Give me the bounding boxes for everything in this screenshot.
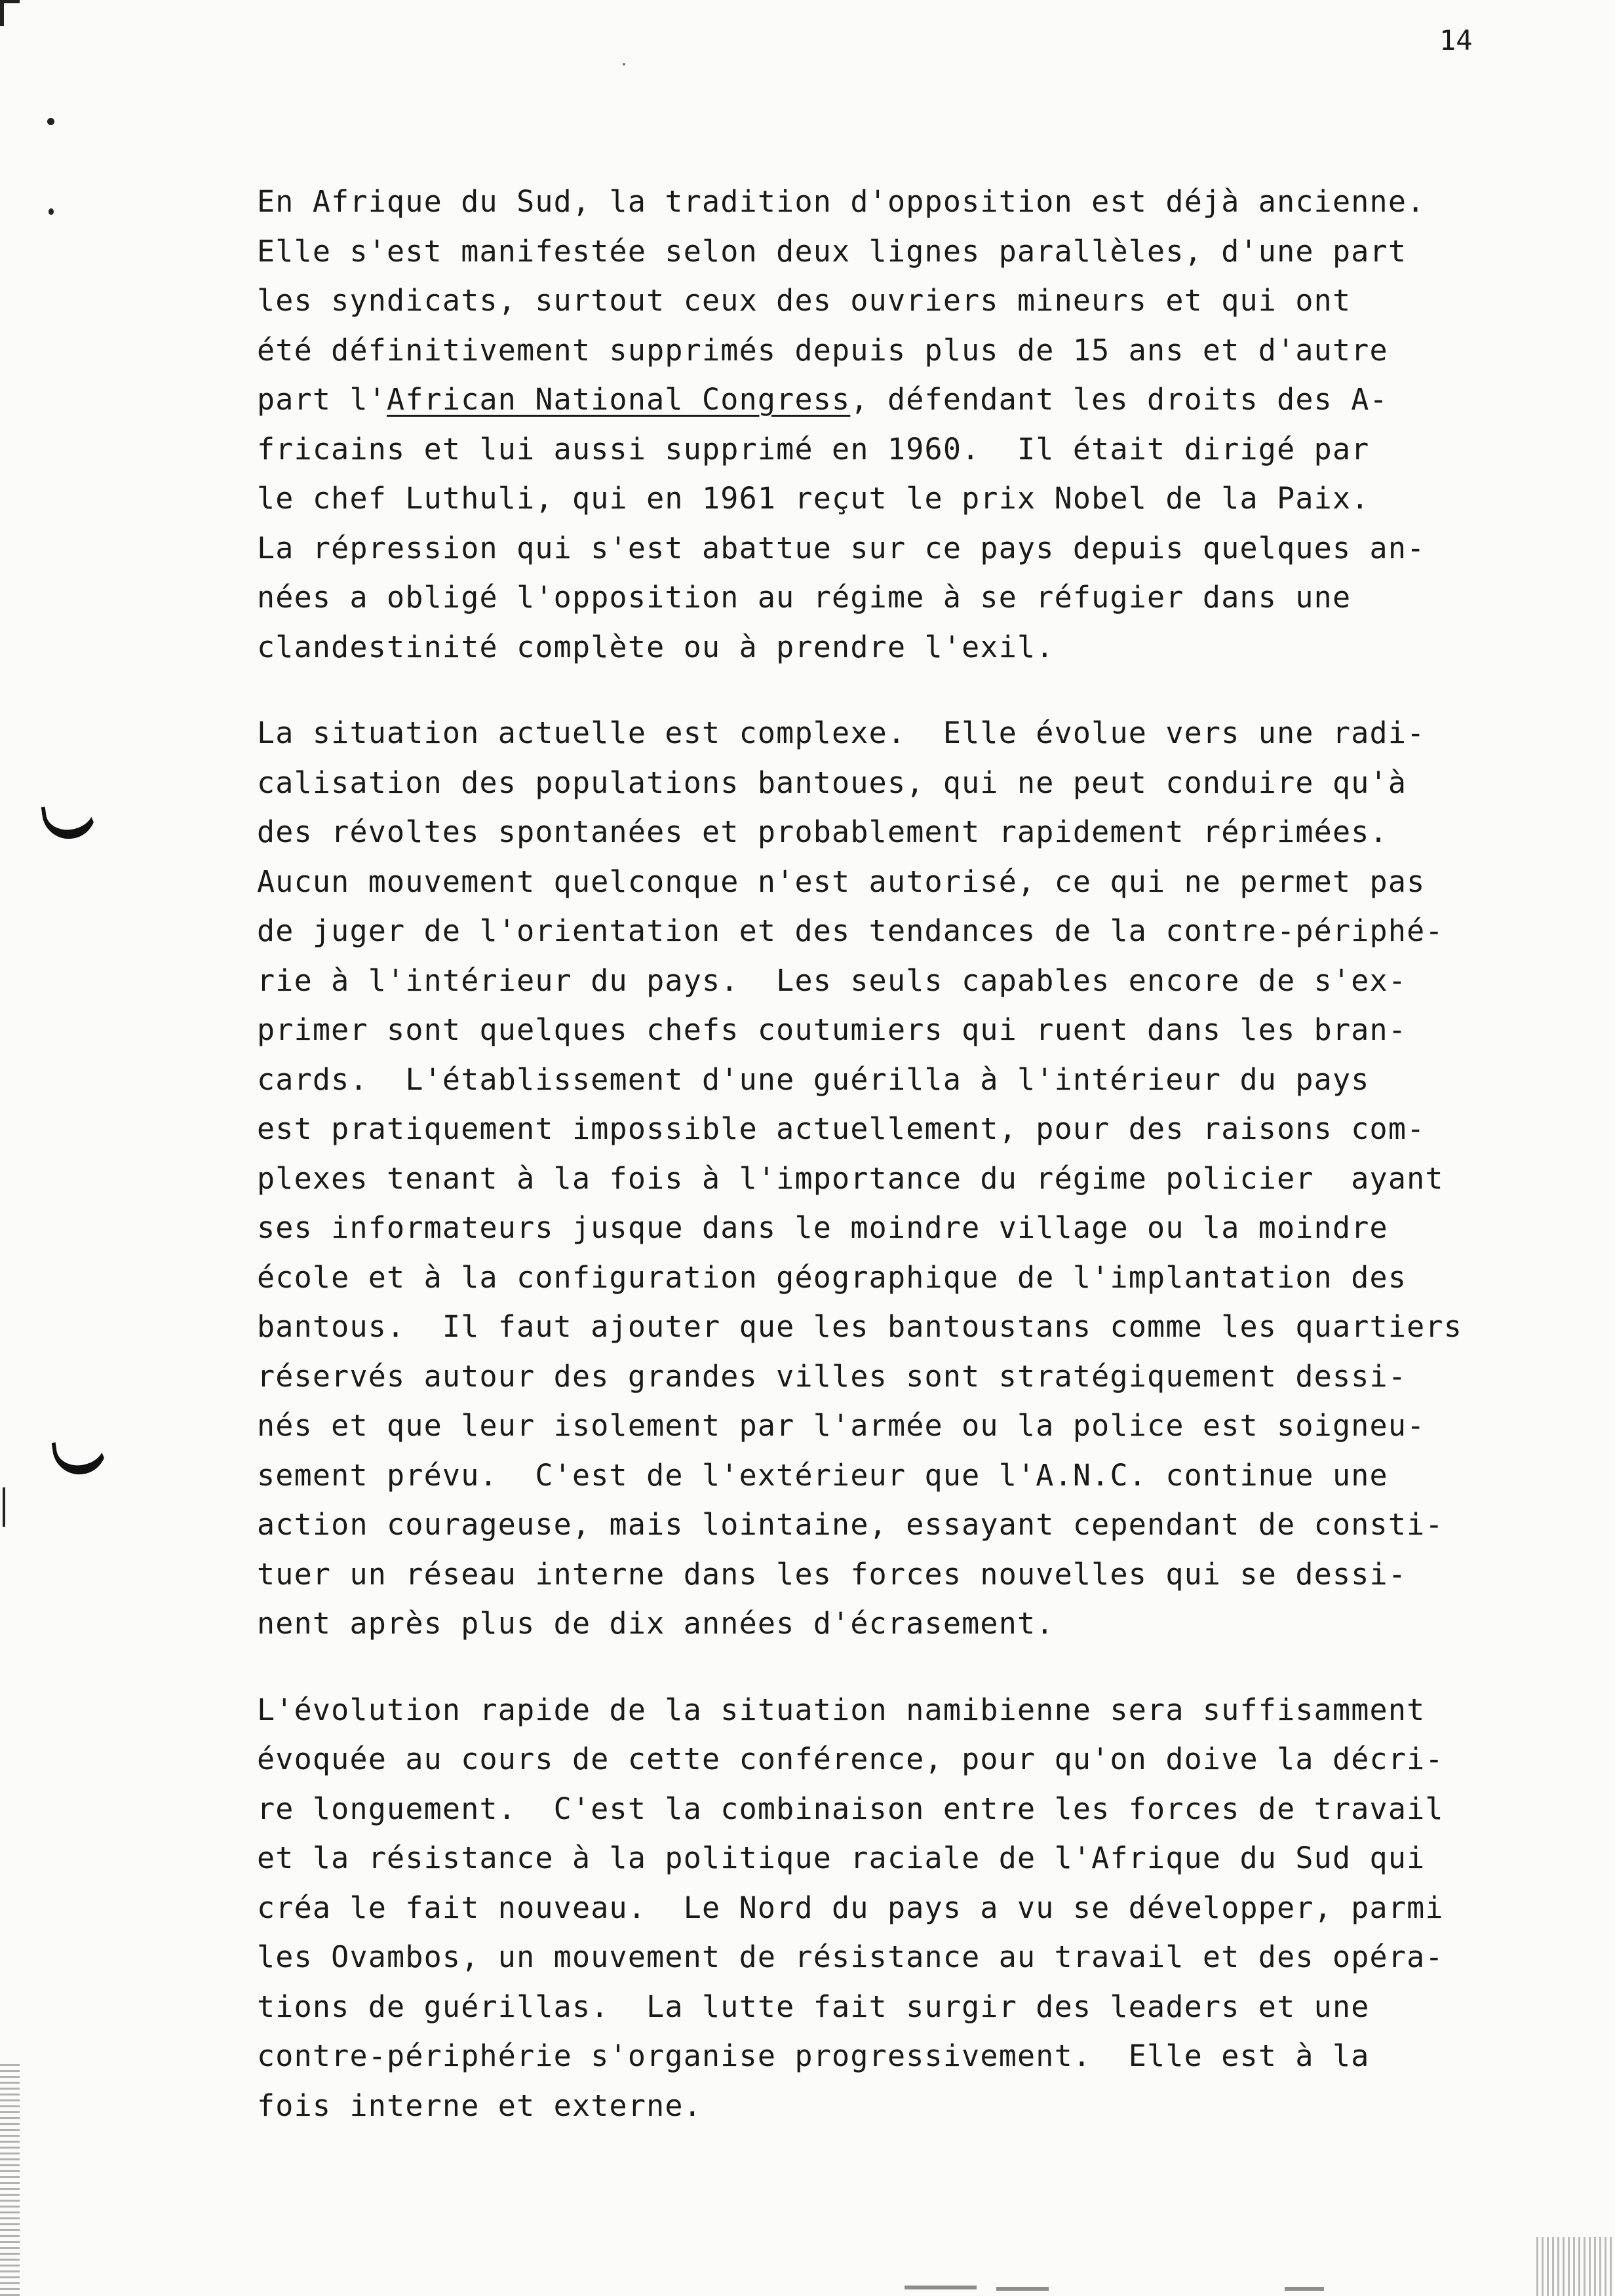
punch-hole-mark — [41, 800, 100, 843]
text-line: ses informateurs jusque dans le moindre village ou la moindre — [257, 1210, 1388, 1245]
text-line: calisation des populations bantoues, qui ne peut conduire qu'à — [257, 765, 1407, 800]
text-line: Aucun mouvement quelconque n'est autorisé, ce qui ne permet pas — [257, 864, 1426, 899]
text-line: Elle s'est manifestée selon deux lignes parallèles, d'une part — [257, 233, 1407, 269]
text-line: La répression qui s'est abattue sur ce pays depuis quelques an- — [257, 530, 1426, 565]
text-line: tions de guérillas. La lutte fait surgir des leaders et une — [257, 1989, 1370, 2024]
paragraph-south-africa — [257, 177, 1561, 672]
text-line: nées a obligé l'opposition au régime à se réfugier dans une — [257, 580, 1352, 615]
text-line: de juger de l'orientation et des tendances de la contre-périphé- — [257, 913, 1444, 948]
text-line: contre-périphérie s'organise progressivement. Elle est à la — [257, 2038, 1370, 2073]
text-line: est pratiquement impossible actuellement, pour des raisons com- — [257, 1111, 1426, 1146]
text-line: des révoltes spontanées et probablement rapidement réprimées. — [257, 814, 1388, 849]
text-line — [257, 375, 1561, 425]
punch-hole-mark — [52, 1436, 110, 1478]
text-line: bantous. Il faut ajouter que les bantoustans comme les quartiers — [257, 1309, 1462, 1344]
text-line: re longuement. C'est la combinaison entre les forces de travail — [257, 1791, 1444, 1826]
text-segment: part l' — [257, 382, 387, 417]
page-corner-mark — [0, 0, 20, 3]
text-line: rie à l'intérieur du pays. Les seuls capables encore de s'ex- — [257, 963, 1407, 998]
text-line: école et à la configuration géographique de l'implantation des — [257, 1259, 1407, 1295]
text-line: action courageuse, mais lointaine, essayant cependant de consti- — [257, 1507, 1444, 1542]
text-line: évoquée au cours de cette conférence, pour qu'on doive la décri- — [257, 1742, 1444, 1776]
text-line: le chef Luthuli, qui en 1961 reçut le prix Nobel de la Paix. — [257, 481, 1370, 516]
text-line: nent après plus de dix années d'écrasement. — [257, 1606, 1055, 1641]
text-line: réservés autour des grandes villes sont stratégiquement dessi- — [257, 1358, 1407, 1394]
scan-speck — [623, 63, 625, 66]
text-line: sement prévu. C'est de l'extérieur que l'A.N.C. continue une — [257, 1457, 1388, 1493]
text-line: nés et que leur isolement par l'armée ou la police est soigneu- — [257, 1408, 1426, 1443]
text-segment: , défendant les droits des A- — [850, 382, 1388, 417]
text-line: L'évolution rapide de la situation namibienne sera suffisamment — [257, 1692, 1426, 1727]
paragraph-current-situation — [257, 708, 1561, 1649]
text-line: les syndicats, surtout ceux des ouvriers mineurs et qui ont — [257, 283, 1352, 318]
text-line: fois interne et externe. — [257, 2088, 703, 2123]
text-line: et la résistance à la politique raciale de l'Afrique du Sud qui — [257, 1841, 1426, 1875]
paragraph-namibia — [257, 1685, 1561, 2131]
text-line: clandestinité complète ou à prendre l'exil. — [257, 629, 1055, 664]
text-line: En Afrique du Sud, la tradition d'opposition est déjà ancienne. — [257, 184, 1426, 219]
scan-smudge — [905, 2286, 977, 2289]
page-corner-mark — [0, 0, 4, 26]
scan-speck — [47, 118, 54, 125]
text-line: plexes tenant à la fois à l'importance du régime policier ayant — [257, 1160, 1444, 1196]
scan-edge-noise — [0, 2064, 20, 2296]
scan-speck — [49, 208, 54, 215]
body-text — [257, 177, 1561, 2130]
text-line: La situation actuelle est complexe. Elle évolue vers une radi- — [257, 716, 1426, 750]
text-line: cards. L'établissement d'une guérilla à l'intérieur du pays — [257, 1062, 1370, 1097]
scan-smudge — [1285, 2287, 1324, 2291]
text-line: tuer un réseau interne dans les forces nouvelles qui se dessi- — [257, 1556, 1407, 1592]
text-line: fricains et lui aussi supprimé en 1960. Il était dirigé par — [257, 431, 1370, 467]
text-line: été définitivement supprimés depuis plus de 15 ans et d'autre — [257, 332, 1388, 368]
left-edge-mark — [3, 1487, 5, 1527]
underlined-organization-name: African National Congress — [387, 382, 851, 417]
text-line: primer sont quelques chefs coutumiers qui ruent dans les bran- — [257, 1012, 1407, 1047]
page-number: 14 — [1439, 24, 1473, 56]
text-line: créa le fait nouveau. Le Nord du pays a vu se développer, parmi — [257, 1890, 1444, 1925]
scan-edge-noise — [1536, 2237, 1615, 2296]
text-line: les Ovambos, un mouvement de résistance au travail et des opéra- — [257, 1940, 1444, 1974]
scan-smudge — [996, 2287, 1049, 2291]
